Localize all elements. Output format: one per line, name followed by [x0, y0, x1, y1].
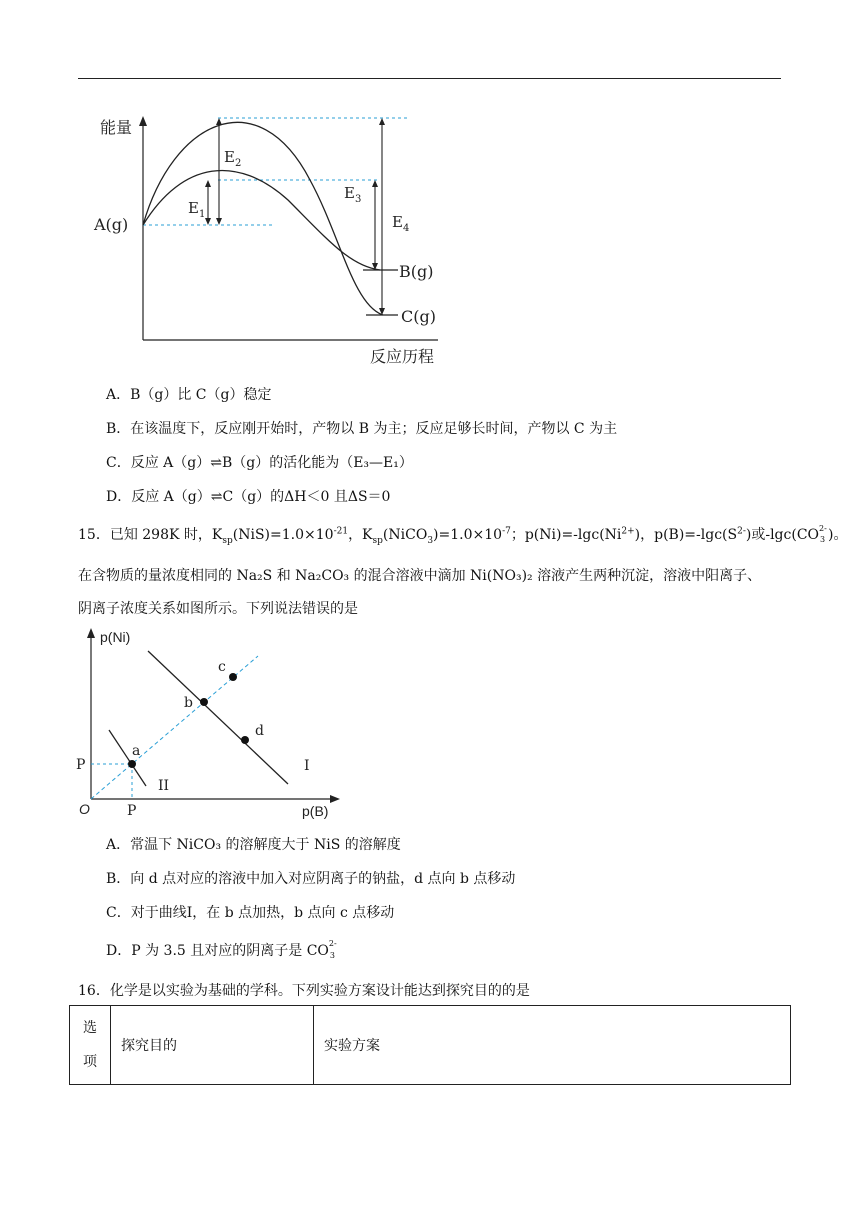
q15-option-c: C．对于曲线Ⅰ，在 b 点加热，b 点向 c 点移动: [106, 905, 395, 921]
q14-option-c: C．反应 A（g）⇌B（g）的活化能为（E₃—E₁）: [106, 455, 413, 471]
p-x-label: P: [127, 803, 137, 819]
point-d: [241, 736, 249, 744]
curve-to-c: [143, 122, 383, 315]
point-b: [200, 698, 208, 706]
point-b-label: b: [184, 695, 193, 711]
point-c-label: c: [218, 659, 226, 675]
point-a-label: a: [132, 743, 141, 759]
svg-text:E4: $E_4$: [392, 213, 410, 234]
header-rule: [78, 78, 781, 79]
p-y-label: P: [76, 757, 86, 773]
q15-line1: 15．已知 298K 时，$K_{sp}(NiS)=1.0\times 10^{-21}$，$K_{sp}(NiCO_3)=1.0\times 10^{-7}$；$p(Ni)=-\lg c(Ni^{2+})$，$p(B)=-\lg c(S^{2-})$或-lgc(CO 2- 3 )。: [78, 524, 848, 546]
q14-option-a: A．B（g）比 C（g）稳定: [106, 387, 272, 403]
y-axis-arrow: [139, 116, 147, 126]
curve-ii: [109, 730, 146, 786]
label-e4: E: [392, 213, 403, 231]
table-header-row: [70, 1006, 791, 1085]
header-purpose: 探究目的: [111, 1006, 314, 1085]
curve-ii-label: II: [158, 778, 170, 794]
point-d-label: d: [255, 723, 264, 739]
origin-label: O: [79, 801, 90, 817]
point-c: [229, 673, 237, 681]
label-e2: E: [224, 148, 235, 166]
q15-option-a: A．常温下 NiCO₃ 的溶解度大于 NiS 的溶解度: [106, 837, 401, 853]
reactant-label: A(g): [94, 215, 129, 234]
svg-text:E1: $E_1$: [188, 199, 206, 220]
header-plan: 实验方案: [314, 1006, 791, 1085]
q15-line2: 在含物质的量浓度相同的 Na₂S 和 Na₂CO₃ 的混合溶液中滴加 Ni(NO₃)₂ 溶液产生两种沉淀，溶液中阳离子、: [78, 568, 762, 584]
curve-i-label: I: [304, 758, 310, 774]
y-axis-label: 能量: [100, 120, 133, 137]
q15-line3: 阴离子浓度关系如图所示。下列说法错误的是: [78, 601, 358, 617]
label-e1: E: [188, 199, 199, 217]
header-option: 选 项: [70, 1006, 111, 1085]
product-c-label: C(g): [401, 307, 436, 326]
q14-option-d: D．反应 A（g）⇌C（g）的ΔH＜0 且ΔS＝0: [106, 489, 391, 505]
energy-diagram: [88, 100, 448, 370]
x-axis-label: 反应历程: [370, 349, 435, 366]
q14-option-b: B．在该温度下，反应刚开始时，产物以 B 为主；反应足够长时间，产物以 C 为主: [106, 421, 618, 437]
point-a: [128, 760, 136, 768]
pni-pb-graph: [76, 624, 346, 820]
q15-option-b: B．向 d 点对应的溶液中加入对应阴离子的钠盐，d 点向 b 点移动: [106, 871, 516, 887]
y-axis-label: p(Ni): [100, 629, 131, 645]
q16-table: [69, 1005, 791, 1085]
q16-stem: 16．化学是以实验为基础的学科。下列实验方案设计能达到探究目的的是: [78, 983, 530, 999]
q15-option-d: D．P 为 3.5 且对应的阴离子是 CO 2- 3: [106, 939, 337, 960]
label-e3: E: [344, 184, 355, 202]
svg-text:E3: $E_3$: [344, 184, 362, 205]
x-axis-label: p(B): [302, 803, 329, 819]
svg-text:E2: $E_2$: [224, 148, 242, 169]
product-b-label: B(g): [399, 262, 434, 281]
